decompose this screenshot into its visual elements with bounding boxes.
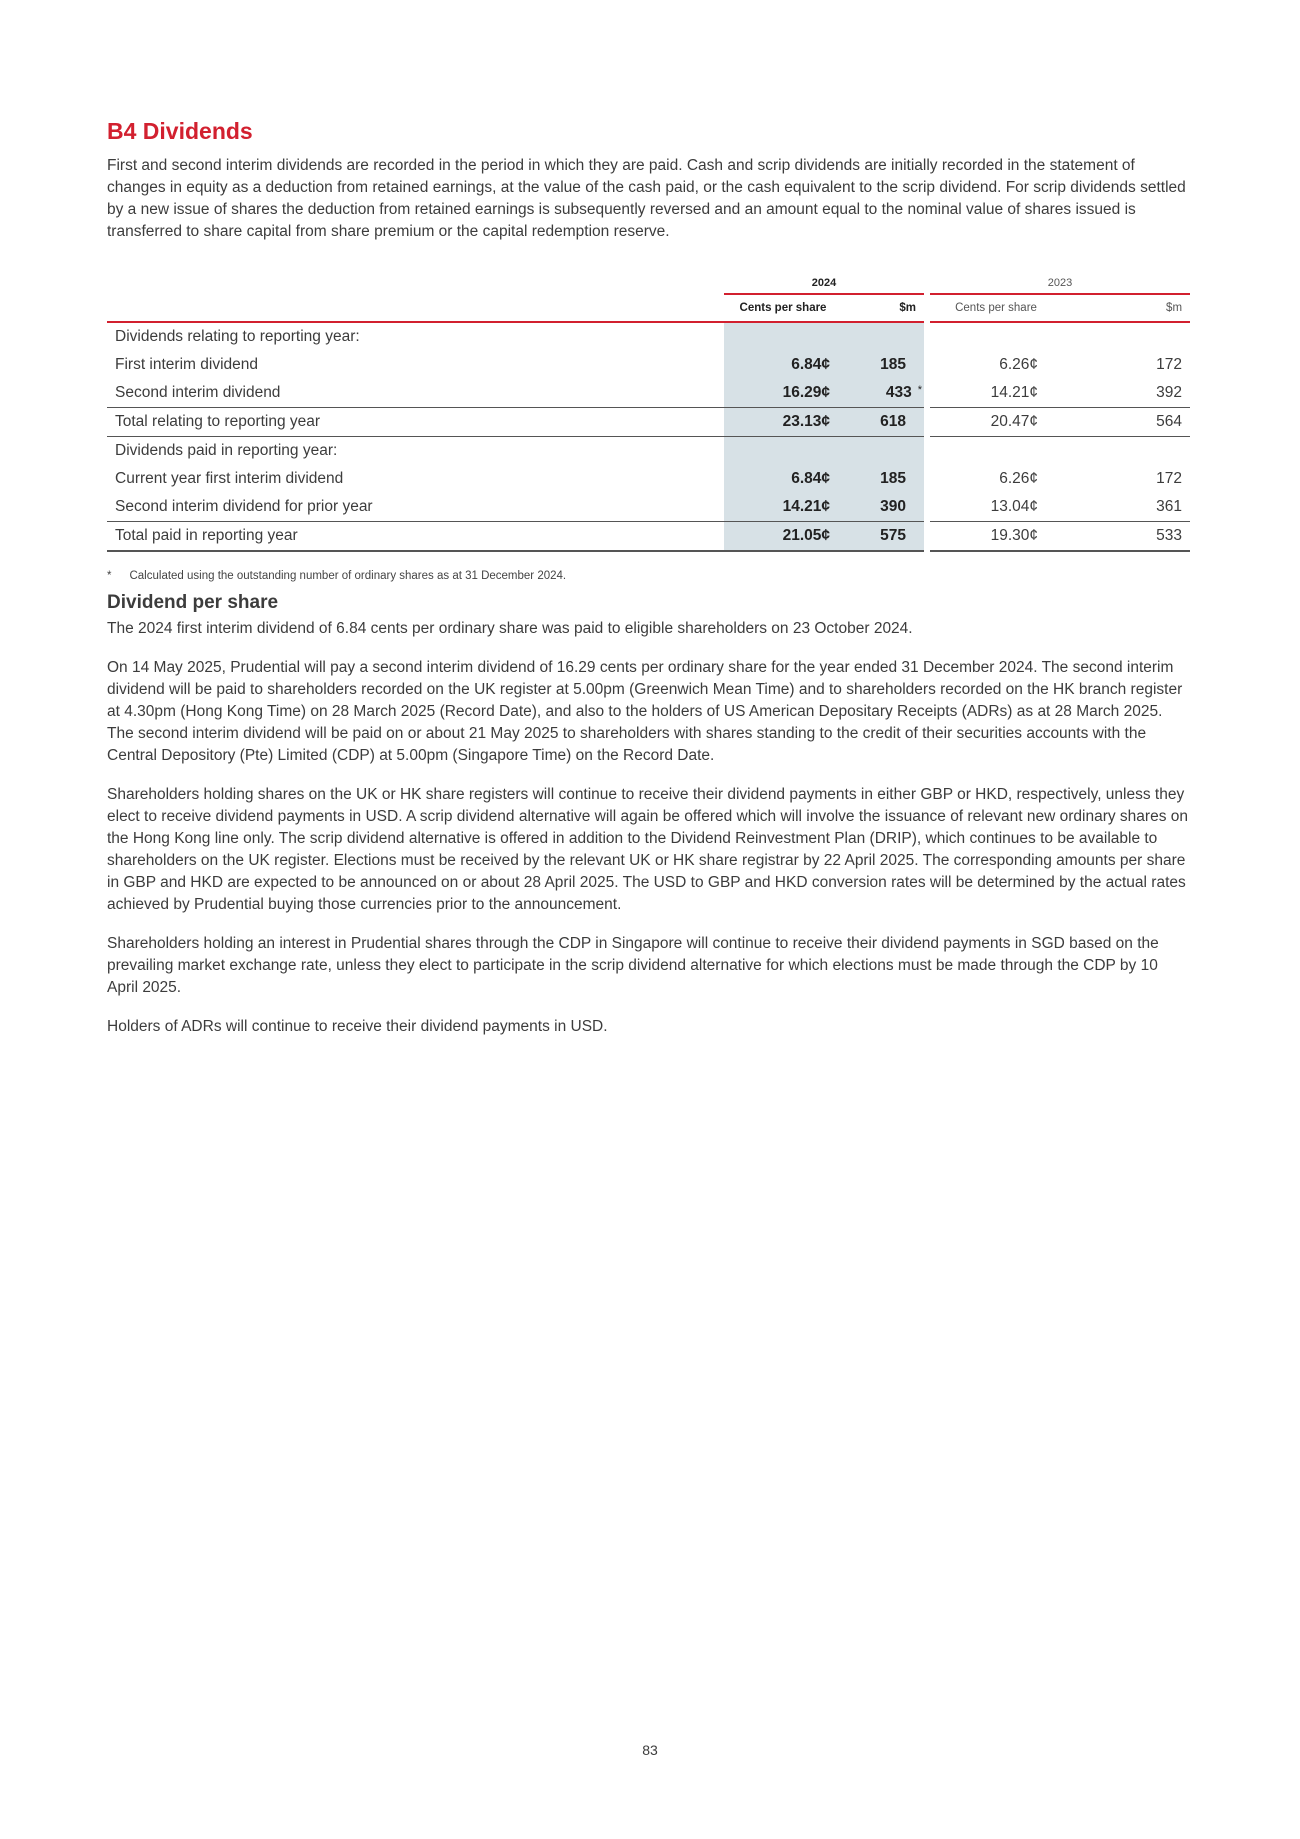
intro-paragraph: First and second interim dividends are recorded in the period in which they are paid. Cash and scrip dividends are initially recorded in the statement of changes in equity as a deduction from retained earnings, at the value of the cash paid, or the cash equivalent to the scrip dividend. For scrip dividends settled by a new issue of shares the deduction from retained earnings is subsequently reversed and an amount equal to the nominal value of shares issued is transferred to share capital from share premium or the capital redemption reserve. xyxy=(107,157,1186,240)
col-cents-prior: Cents per share xyxy=(930,294,1062,322)
footnote-marker: * xyxy=(917,384,923,396)
year-current-header: 2024 xyxy=(724,263,924,294)
table-row: Current year first interim dividend 6.84¢ 185 6.26¢ 172 xyxy=(107,465,1190,493)
total-row: Total paid in reporting year 21.05¢ 575 19.30¢ 533 xyxy=(107,522,1190,552)
dividends-table xyxy=(107,263,1190,552)
col-sm-prior: $m xyxy=(1062,294,1190,322)
body-paragraph: Shareholders holding shares on the UK or HK share registers will continue to receive their dividend payments in either GBP or HKD, respectively, unless they elect to receive dividend payments in USD. A scrip dividend alternative will again be offered which will involve the issuance of relevant new ordinary shares on the Hong Kong line only. The scrip dividend alternative is offered in addition to the Dividend Reinvestment Plan (DRIP), which continues to be available to shareholders on the UK register. Elections must be received by the relevant UK or HK share registrar by 22 April 2025. The corresponding amounts per share in GBP and HKD are expected to be announced on or about 28 April 2025. The USD to GBP and HKD conversion rates will be determined by the actual rates achieved by Prudential buying those currencies prior to the announcement. xyxy=(107,786,1188,913)
table-footnote: * Calculated using the outstanding number of ordinary shares as at 31 December 2024. xyxy=(107,570,567,582)
table-row: Second interim dividend 16.29¢ 433 * 14.21¢ 392 xyxy=(107,379,1190,408)
page-number: 83 xyxy=(642,1742,658,1758)
body-paragraph: Holders of ADRs will continue to receive their dividend payments in USD. xyxy=(107,1018,608,1035)
subheading: Dividend per share xyxy=(107,592,279,613)
page-content xyxy=(107,118,1190,1055)
year-prior-header: 2023 xyxy=(930,263,1190,294)
table-row: First interim dividend 6.84¢ 185 6.26¢ 172 xyxy=(107,351,1190,379)
body-paragraph: On 14 May 2025, Prudential will pay a second interim dividend of 16.29 cents per ordinary share for the year ended 31 December 2024. The second interim dividend will be paid to shareholders recorded on the UK register at 5.00pm (Greenwich Mean Time) and to shareholders recorded on the HK branch register at 4.30pm (Hong Kong Time) on 28 March 2025 (Record Date), and also to the holders of US American Depositary Receipts (ADRs) as at 28 March 2025. The second interim dividend will be paid on or about 21 May 2025 to shareholders with shares standing to the credit of their securities accounts with the Central Depository (Pte) Limited (CDP) at 5.00pm (Singapore Time) on the Record Date. xyxy=(107,659,1183,764)
total-row: Total relating to reporting year 23.13¢ 618 20.47¢ 564 xyxy=(107,408,1190,437)
section-row: Dividends paid in reporting year: xyxy=(107,437,1190,466)
col-cents-current: Cents per share xyxy=(724,294,842,322)
section-heading: B4 Dividends xyxy=(107,118,253,144)
table-row: Second interim dividend for prior year 14.21¢ 390 13.04¢ 361 xyxy=(107,493,1190,522)
section-row: Dividends relating to reporting year: xyxy=(107,322,1190,351)
col-sm-current: $m xyxy=(842,294,924,322)
body-paragraph: The 2024 first interim dividend of 6.84 cents per ordinary share was paid to eligible shareholders on 23 October 2024. xyxy=(107,620,913,637)
body-paragraph: Shareholders holding an interest in Prudential shares through the CDP in Singapore will continue to receive their dividend payments in SGD based on the prevailing market exchange rate, unless they elect to participate in the scrip dividend alternative for which elections must be made through the CDP by 10 April 2025. xyxy=(107,935,1159,996)
